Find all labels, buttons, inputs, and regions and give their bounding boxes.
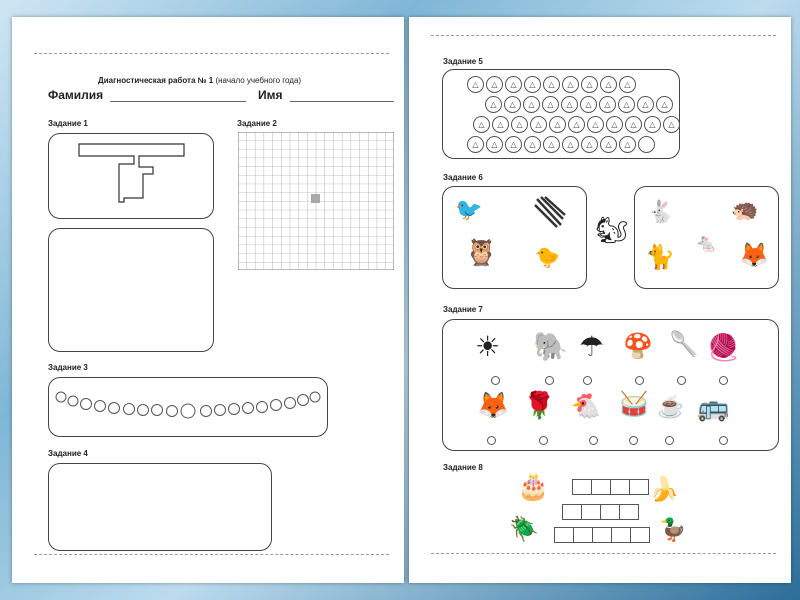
triangle-circle[interactable]: △ [543, 136, 560, 153]
bottom-dashed-line [34, 554, 389, 555]
name-label: Имя [258, 88, 283, 102]
elephant-icon: 🐘 [533, 331, 568, 362]
task-5-box [442, 69, 680, 159]
answer-circle[interactable] [635, 376, 644, 385]
triangle-circle[interactable]: △ [543, 76, 560, 93]
bottom-dashed-line [431, 553, 776, 554]
task-8-label: Задание 8 [443, 463, 483, 472]
rabbit-icon[interactable]: 🐇 [647, 199, 675, 224]
sun-icon: ☀ [475, 331, 501, 362]
triangle-circle[interactable]: △ [599, 96, 616, 113]
triangle-circle[interactable]: △ [485, 96, 502, 113]
triangle-circle[interactable]: △ [619, 76, 636, 93]
task-6-animals-box [634, 186, 779, 289]
small-bird-icon[interactable]: 🐤 [535, 247, 560, 269]
task-2-grid[interactable] [238, 132, 394, 270]
task-4-label: Задание 4 [48, 449, 88, 458]
bird-icon[interactable]: 🐦 [455, 197, 483, 222]
t-shape-figure [49, 134, 213, 218]
task-3-box [48, 377, 328, 437]
task-6-birds-box [442, 186, 587, 289]
triangle-circle[interactable]: △ [562, 136, 579, 153]
mouse-icon[interactable]: 🐁 [695, 233, 718, 253]
triangle-circle[interactable]: △ [580, 96, 597, 113]
triangle-circle[interactable]: △ [505, 76, 522, 93]
scribble-icon[interactable] [533, 195, 567, 229]
task-1-label: Задание 1 [48, 119, 88, 128]
triangle-circle[interactable]: △ [606, 116, 623, 133]
triangle-circle[interactable]: △ [523, 96, 540, 113]
triangle-circle[interactable]: △ [473, 116, 490, 133]
top-dashed-line [431, 35, 776, 36]
triangle-circle[interactable]: △ [581, 76, 598, 93]
triangle-circle[interactable]: △ [600, 76, 617, 93]
triangle-circle[interactable]: △ [486, 76, 503, 93]
triangle-circle[interactable]: △ [618, 96, 635, 113]
triangle-circle[interactable]: △ [511, 116, 528, 133]
triangle-circle[interactable]: △ [486, 136, 503, 153]
triangle-circle[interactable]: △ [524, 136, 541, 153]
rose-icon: 🌹 [523, 390, 556, 420]
triangle-circle[interactable]: △ [542, 96, 559, 113]
circle-row-1 [467, 76, 638, 93]
answer-circle[interactable] [677, 376, 686, 385]
triangle-circle[interactable]: △ [625, 116, 642, 133]
answer-circle[interactable] [491, 376, 500, 385]
triangle-circle[interactable]: △ [524, 76, 541, 93]
bus-icon: 🚌 [697, 392, 730, 422]
circle-row-3 [473, 116, 682, 133]
triangle-circle[interactable]: △ [467, 76, 484, 93]
top-dashed-line [34, 53, 389, 54]
triangle-circle[interactable]: △ [663, 116, 680, 133]
fox-icon: 🦊 [477, 390, 510, 420]
triangle-circle[interactable]: △ [587, 116, 604, 133]
grid-start-cell [311, 194, 320, 203]
task-2-label: Задание 2 [237, 119, 277, 128]
left-worksheet-page [12, 17, 404, 583]
triangle-circle[interactable]: △ [637, 96, 654, 113]
answer-circle[interactable] [583, 376, 592, 385]
triangle-circle[interactable]: △ [619, 136, 636, 153]
triangle-circle[interactable]: △ [505, 136, 522, 153]
spoon-icon: 🥄 [669, 331, 699, 358]
answer-circle[interactable] [665, 436, 674, 445]
mushroom-icon: 🍄 [623, 333, 653, 360]
task-4-box[interactable] [48, 463, 272, 551]
title-text: Диагностическая работа № 1 [98, 76, 214, 85]
worksheet-title [98, 76, 301, 85]
task-5-label: Задание 5 [443, 57, 483, 66]
owl-icon[interactable]: 🦉 [465, 237, 498, 267]
answer-circle[interactable] [545, 376, 554, 385]
squirrel-icon[interactable]: 🐿 [595, 215, 629, 245]
task-1-box [48, 133, 214, 219]
banana-icon: 🍌 [649, 476, 679, 503]
subtitle-text: (начало учебного года) [215, 76, 302, 85]
triangle-circle[interactable]: △ [492, 116, 509, 133]
task-6-label: Задание 6 [443, 173, 483, 182]
triangle-circle[interactable]: △ [656, 96, 673, 113]
task-7-label: Задание 7 [443, 305, 483, 314]
triangle-circle[interactable]: △ [581, 136, 598, 153]
triangle-circle[interactable]: △ [644, 116, 661, 133]
beetle-icon: 🪲 [509, 516, 539, 543]
word-cells-row-2[interactable] [563, 504, 639, 520]
name-field[interactable] [290, 101, 394, 102]
circle-row-4 [467, 136, 657, 153]
triangle-circle[interactable]: △ [467, 136, 484, 153]
bead-necklace[interactable] [49, 378, 327, 436]
cat-icon[interactable]: 🐈 [645, 244, 675, 271]
triangle-circle[interactable]: △ [600, 136, 617, 153]
word-cells-row-1[interactable] [573, 479, 649, 495]
drum-icon: 🥁 [619, 391, 649, 418]
triangle-circle[interactable]: △ [568, 116, 585, 133]
triangle-circle[interactable]: △ [562, 76, 579, 93]
triangle-circle[interactable]: △ [504, 96, 521, 113]
chicken-icon: 🐔 [571, 393, 601, 420]
answer-circle[interactable] [629, 436, 638, 445]
hat-icon: 🧶 [707, 332, 740, 362]
answer-circle[interactable] [539, 436, 548, 445]
cake-icon: 🎂 [517, 471, 550, 501]
answer-circle[interactable] [719, 376, 728, 385]
umbrella-icon: ☂ [579, 331, 605, 362]
triangle-circle[interactable]: △ [561, 96, 578, 113]
word-cells-row-3[interactable] [555, 527, 650, 543]
circle-row-2 [485, 96, 675, 113]
duck-icon: 🦆 [659, 517, 687, 542]
surname-label: Фамилия [48, 88, 104, 102]
surname-field[interactable] [110, 101, 246, 102]
triangle-circle[interactable]: △ [549, 116, 566, 133]
hedgehog-icon[interactable]: 🦔 [731, 197, 759, 222]
task-1-drawing-box[interactable] [48, 228, 214, 352]
empty-circle[interactable] [638, 136, 655, 153]
task-3-label: Задание 3 [48, 363, 88, 372]
answer-circle[interactable] [589, 436, 598, 445]
answer-circle[interactable] [487, 436, 496, 445]
answer-circle[interactable] [719, 436, 728, 445]
task-7-box [442, 319, 779, 451]
right-worksheet-page [408, 17, 791, 583]
triangle-circle[interactable]: △ [530, 116, 547, 133]
fox-icon[interactable]: 🦊 [739, 242, 769, 269]
cup-icon: ☕ [657, 394, 685, 419]
